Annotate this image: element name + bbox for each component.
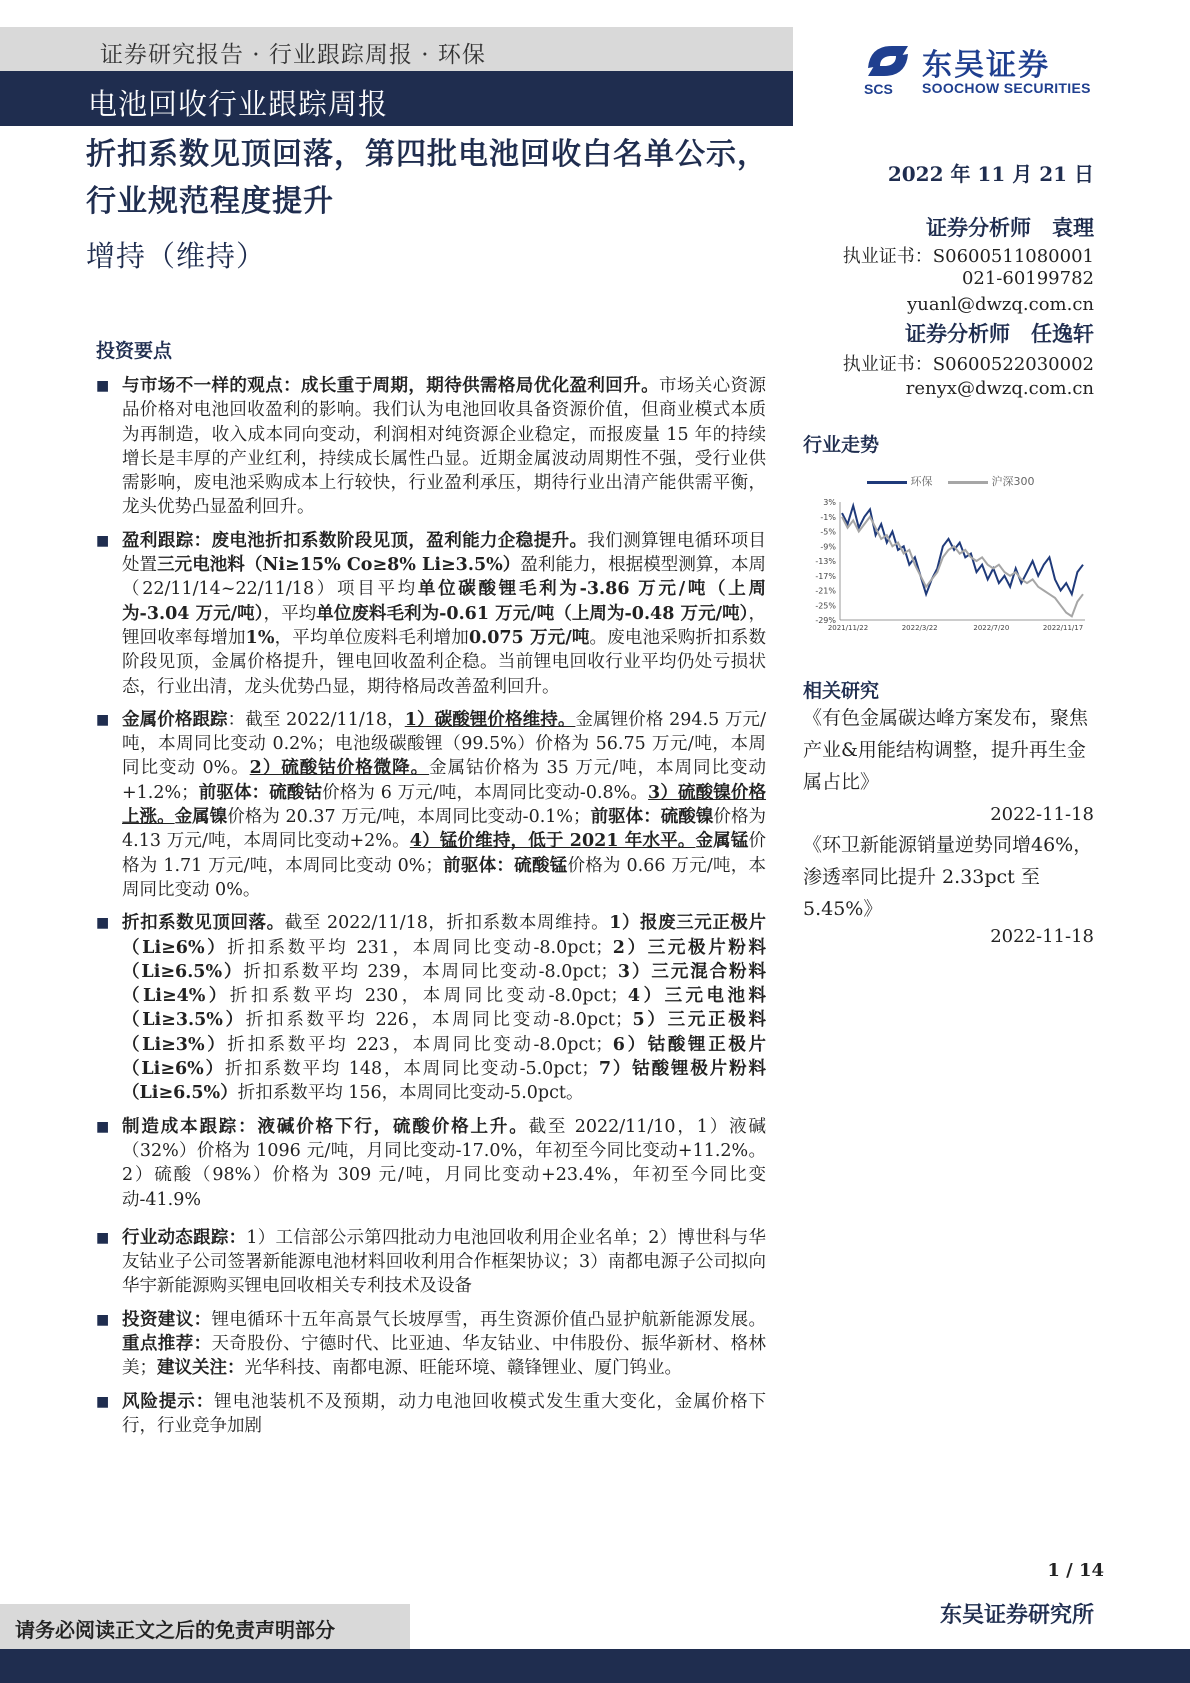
bullet-bold: 0.075 万元/吨 — [468, 627, 590, 648]
analyst-2-email[interactable]: renyx@dwzq.com.cn — [905, 378, 1094, 399]
bullet-profit — [96, 529, 766, 699]
bullet-recommendation — [96, 1308, 766, 1381]
bullet-text: 价格为 6 万元/吨，本周同比变动-0.8%。 — [322, 782, 649, 803]
y-tick-label: -29% — [815, 616, 836, 625]
analyst-1-email[interactable]: yuanl@dwzq.com.cn — [907, 294, 1094, 315]
bullet-text: 截至 2022/11/10，1）液碱（32%）价格为 1096 元/吨，月同比变动-17.0%，年初至今同比变动+11.2%。2）硫酸（98%）价格为 309 元/吨，月同比变动+23.4%，年初至今同比变动-41.9% — [122, 1116, 767, 1210]
bullet-bold: 前驱体：硫酸镍 — [590, 807, 714, 828]
bullet-text: 1）工信部公示第四批动力电池回收利用企业名单；2）博世科与华友钴业子公司签署新能源电池材料回收利用合作框架协议；3）南都电源子公司拟向华宇新能源购买锂电回收相关专利技术及设备 — [122, 1227, 766, 1297]
bullet-lead: 与市场不一样的观点：成长重于周期，期待供需格局优化盈利回升。 — [122, 376, 659, 396]
related-research-item[interactable]: 《有色金属碳达峰方案发布，聚焦产业&用能结构调整，提升再生金属占比》 — [803, 707, 1089, 793]
bullet-bold: 前驱体：硫酸锰 — [442, 855, 568, 876]
key-points-list — [96, 374, 766, 1447]
brand-logo — [862, 40, 1112, 102]
analyst-1-name: 证券分析师 袁理 — [926, 215, 1094, 240]
bullet-lead: 金属价格跟踪 — [122, 709, 228, 730]
bullet-cost — [96, 1115, 766, 1212]
bullet-text: 盈利能力，根据模型测算，本周（22/11/14~22/11/18）项目平均 — [122, 555, 767, 600]
analyst-2-name: 证券分析师 任逸轩 — [905, 321, 1094, 346]
y-tick-label: -21% — [815, 586, 836, 596]
brand-name-en: SOOCHOW SECURITIES — [922, 80, 1091, 96]
x-tick-label: 2021/11/22 — [827, 624, 869, 632]
bullet-text: 锂电池装机不及预期，动力电池回收模式发生重大变化，金属价格下行，行业竞争加剧 — [122, 1391, 767, 1436]
bullet-text: 锂电循环十五年高景气长坡厚雪，再生资源价值凸显护航新能源发展。 — [211, 1309, 766, 1330]
series-line-env — [842, 506, 1083, 595]
industry-trend-chart — [800, 496, 1090, 636]
bullet-bold: 单位废料毛利为-0.61 万元/吨（上周为-0.48 万元/吨） — [316, 603, 749, 624]
bullet-bold: 7）钴酸锂极片粉料（Li≥6.5%） — [122, 1059, 767, 1104]
report-series-bar — [0, 71, 793, 126]
x-tick-label: 2022/11/17 — [1042, 624, 1084, 632]
related-research-date: 2022-11-18 — [990, 926, 1094, 947]
legend-swatch-hs300 — [948, 481, 988, 484]
bullet-lead: 投资建议： — [122, 1309, 212, 1330]
page-number: 1 / 14 — [1047, 1560, 1104, 1581]
bullet-bold: 1% — [245, 627, 275, 648]
bullet-text: 折扣系数平均 226，本周同比变动-8.0pct； — [245, 1010, 633, 1031]
legend-label-hs300: 沪深300 — [991, 475, 1035, 488]
key-points-title: 投资要点 — [96, 340, 173, 362]
bullet-underline: 1）碳酸锂价格维持。 — [404, 709, 576, 730]
bullet-text: 金属钴价格为 35 万元/吨，本周同比变动+1.2%； — [122, 758, 766, 803]
report-type-bar — [0, 27, 793, 71]
bullet-text: 。废电池采购折扣系数阶段见顶，金属价格提升，锂电回收盈利企稳。当前锂电回收行业平均仍处亏损状态，行业出清，龙头优势凸显，期待格局改善盈利回升。 — [122, 627, 767, 697]
bullet-outlook — [96, 374, 766, 520]
bullet-text: 折扣系数平均 148，本周同比变动-5.0pct； — [225, 1059, 599, 1080]
bullet-lead: 风险提示： — [122, 1391, 215, 1412]
bullet-underline: 2）硫酸钴价格微降。 — [249, 758, 430, 779]
bullet-bold: 金属镍 — [174, 807, 228, 828]
bullet-text: 价格为 20.37 万元/吨，本周同比变动-0.1%； — [227, 807, 591, 828]
y-tick-label: -25% — [815, 601, 836, 611]
brand-name-cn: 东吴证券 — [922, 48, 1050, 83]
disclaimer-bar — [0, 1604, 410, 1649]
bullet-text: 截至 2022/11/18，折扣系数本周维持。 — [284, 913, 610, 934]
bullet-text: 市场关心资源品价格对电池回收盈利的影响。我们认为电池回收具备资源价值，但商业模式本质为再制造，收入成本同向变动，利润相对纯资源企业稳定，而报废量 15 年的持续增长是丰厚的产业红利，持续成长属性凸显。近期金属波动周期性不强，受行业供需影响，废电池采购成本上行较快，行业盈利承压，期待行业出清产能供需平衡，龙头优势凸显盈利回升。 — [122, 376, 766, 518]
analyst-1-phone: 021-60199782 — [961, 268, 1094, 289]
bullet-industry-news — [96, 1226, 766, 1299]
report-series: 电池回收行业跟踪周报 — [88, 87, 389, 121]
scs-logo-text: SCS — [864, 81, 893, 97]
bullet-bold: 2）三元极片粉料（Li≥6.5%） — [122, 937, 766, 982]
bullet-lead: 折扣系数见顶回落。 — [122, 913, 285, 934]
bullet-text: ，平均 — [263, 603, 317, 624]
bullet-underline: 4）锰价维持，低于 2021 年水平。 — [409, 831, 696, 852]
y-tick-label: -17% — [815, 571, 836, 581]
bullet-lead: 制造成本跟踪：液碱价格下行，硫酸价格上升。 — [122, 1116, 529, 1137]
bullet-bold: 三元电池料（Ni≥15% Co≥8% Li≥3.5%） — [157, 555, 521, 576]
bullet-discount — [96, 911, 766, 1105]
bullet-text: 价格为 0.66 万元/吨，本周同比变动 0%。 — [122, 855, 766, 900]
bullet-bold: 3）三元混合粉料（Li≥4%） — [122, 961, 766, 1007]
bullet-text: ，平均单位废料毛利增加 — [274, 627, 469, 648]
bullet-text: 我们测算锂电循环项目处置 — [122, 530, 767, 576]
legend-swatch-env — [867, 481, 907, 484]
y-tick-label: -9% — [820, 542, 836, 552]
bullet-risk — [96, 1390, 766, 1439]
related-research-date: 2022-11-18 — [990, 804, 1094, 825]
y-tick-label: -5% — [820, 527, 836, 537]
footer-brand: 东吴证券研究所 — [939, 1602, 1094, 1628]
bullet-underline: 3）硫酸镍价格上涨。 — [122, 782, 767, 828]
bullet-text: ，锂回收率每增加 — [122, 603, 766, 648]
y-tick-label: -1% — [820, 512, 836, 522]
rating: 增持（维持） — [86, 239, 267, 273]
bullet-bold: 6）钴酸锂正极片（Li≥6%） — [122, 1034, 766, 1080]
bullet-bold: 单位碳酸锂毛利为-3.86 万元/吨（上周为-3.04 万元/吨） — [122, 579, 766, 624]
bullet-text: 折扣系数平均 239，本周同比变动-8.0pct； — [243, 961, 618, 982]
bullet-lead: 行业动态跟踪： — [122, 1227, 247, 1248]
industry-trend-title: 行业走势 — [803, 434, 880, 456]
related-research-item[interactable]: 《环卫新能源销量逆势同增46%，渗透率同比提升 2.33pct 至5.45%》 — [803, 834, 1093, 920]
scs-logo-icon — [862, 40, 914, 100]
related-research-title: 相关研究 — [803, 680, 880, 702]
bullet-text: 光华科技、南都电源、旺能环境、赣锋锂业、厦门钨业。 — [244, 1358, 682, 1379]
bullet-text: 价格为 4.13 万元/吨，本周同比变动+2%。 — [122, 807, 766, 852]
bullet-text: 折扣系数平均 223，本周同比变动-8.0pct； — [227, 1034, 613, 1055]
legend-label-env: 环保 — [910, 475, 933, 488]
y-tick-label: -13% — [815, 557, 836, 566]
bullet-lead: 盈利跟踪：废电池折扣系数阶段见顶，盈利能力企稳提升。 — [122, 530, 588, 551]
report-date: 2022 年 11 月 21 日 — [887, 162, 1094, 186]
breadcrumb: 证券研究报告 · 行业跟踪周报 · 环保 — [100, 42, 486, 68]
analyst-1-cert: 执业证书：S0600511080001 — [842, 246, 1094, 267]
bullet-bold: 重点推荐： — [122, 1333, 212, 1354]
bullet-metal-price — [96, 708, 766, 902]
bullet-bold: 1）报废三元正极片（Li≥6%） — [122, 913, 766, 958]
chart-legend — [867, 473, 1035, 489]
bullet-text: 天奇股份、宁德时代、比亚迪、华友钴业、中伟股份、振华新材、格林美； — [122, 1333, 766, 1379]
bullet-bold: 5）三元正极料（Li≥3%） — [122, 1010, 766, 1055]
bullet-bold: 建议关注： — [157, 1358, 245, 1379]
bullet-text: 折扣系数平均 230，本周同比变动-8.0pct； — [229, 986, 628, 1007]
bullet-text: ：截至 2022/11/18， — [227, 709, 405, 730]
bullet-bold: 前驱体：硫酸钴 — [198, 782, 323, 803]
disclaimer-text: 请务必阅读正文之后的免责声明部分 — [15, 1618, 335, 1642]
report-title: 折扣系数见顶回落，第四批电池回收白名单公示，行业规范程度提升 — [86, 137, 768, 219]
y-tick-label: 3% — [823, 498, 836, 507]
bullet-text: 金属锂价格 294.5 万元/吨，本周同比变动 0.2%；电池级碳酸锂（99.5%）价格为 56.75 万元/吨，本周同比变动 0%。 — [122, 709, 767, 779]
series-line-hs300 — [842, 517, 1083, 617]
x-tick-label: 2022/7/20 — [973, 624, 1010, 632]
bullet-bold: 金属锰 — [695, 831, 749, 852]
footer-bar — [0, 1649, 1190, 1683]
x-tick-label: 2022/3/22 — [901, 624, 938, 632]
bullet-bold: 4）三元电池料（Li≥3.5%） — [122, 986, 767, 1031]
analyst-2-cert: 执业证书：S0600522030002 — [842, 354, 1094, 375]
bullet-text: 折扣系数平均 156，本周同比变动-5.0pct。 — [237, 1083, 584, 1104]
bullet-text: 折扣系数平均 231，本周同比变动-8.0pct； — [227, 937, 613, 958]
bullet-text: 价格为 1.71 万元/吨，本周同比变动 0%； — [122, 831, 767, 876]
